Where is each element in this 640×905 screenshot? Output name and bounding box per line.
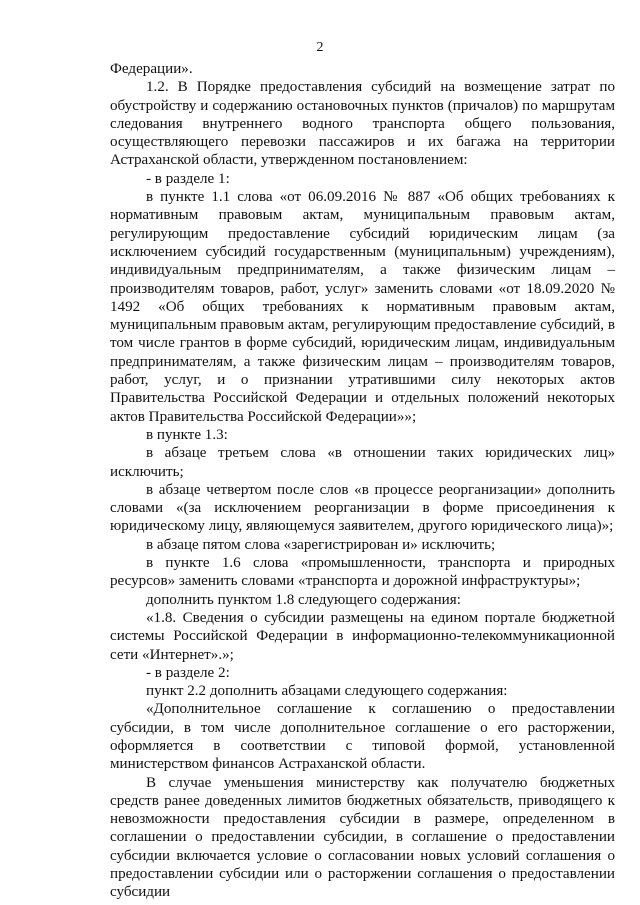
document-body: [110, 60, 615, 902]
paragraph: - в разделе 2:: [146, 664, 230, 681]
paragraph: дополнить пунктом 1.8 следующего содержания:: [146, 591, 461, 608]
paragraph: в абзаце четвертом после слов «в процессе реорганизации» дополнить словами «(за исключением реорганизации в форме присоединения к юридическому лицу, являющемуся заявителем, другого юридического лица)»;: [110, 481, 615, 535]
paragraph: Федерации».: [110, 61, 193, 77]
paragraph: в абзаце пятом слова «зарегистрирован и» исключить;: [146, 536, 496, 553]
paragraph: пункт 2.2 дополнить абзацами следующего содержания:: [146, 683, 508, 700]
paragraph: «Дополнительное соглашение к соглашению о предоставлении субсидии, в том числе дополнительное соглашение о его расторжении, оформляется в соответствии с типовой формой, установленной министерством финансов Астраханской области.: [110, 701, 615, 773]
paragraph: 1.2. В Порядке предоставления субсидий на возмещение затрат по обустройству и содержанию остановочных пунктов (причалов) по маршрутам следования внутреннего водного транспорта общего пользования, осуществляющего перевозки пассажиров и их багажа на территории Астраханской области, утвержденном постановлением:: [110, 79, 615, 169]
paragraph: «1.8. Сведения о субсидии размещены на едином портале бюджетной системы Российской Федерации в информационно-телекоммуникационной сети «Интернет».»;: [110, 609, 615, 663]
paragraph: - в разделе 1:: [146, 170, 230, 187]
paragraph: В случае уменьшения министерству как получателю бюджетных средств ранее доведенных лимитов бюджетных обязательств, приводящего к невозможности предоставления субсидии в размере, определенном в соглашении о предоставлении субсидии, в соглашение о предоставлении субсидии включается условие о согласовании новых условий соглашения о предоставлении субсидии или о расторжении соглашения о предоставлении субсидии: [110, 774, 615, 901]
paragraph: в пункте 1.3:: [146, 426, 228, 443]
paragraph: в абзаце третьем слова «в отношении таких юридических лиц» исключить;: [110, 445, 615, 480]
paragraph: в пункте 1.1 слова «от 06.09.2016 № 887 «Об общих требованиях к нормативным правовым актам, муниципальным правовым актам, регулирующим предоставление субсидий юридическим лицам (за исключением субсидий государственным (муниципальным) учреждениям), индивидуальным предпринимателям, а также физическим лицам – производителям товаров, работ, услуг» заменить словами «от 18.09.2020 № 1492 «Об общих требованиях к нормативным правовым актам, муниципальным правовым актам, регулирующим предоставление субсидий, в том числе грантов в форме субсидий, юридическим лицам, индивидуальным предпринимателям, а также физическим лицам – производителям товаров, работ, услуг, и о признании утратившими силу некоторых актов Правительства Российской Федерации и отдельных положений некоторых актов Правительства Российской Федерации»»;: [110, 189, 615, 425]
page-number: 2: [316, 40, 324, 55]
paragraph: в пункте 1.6 слова «промышленности, транспорта и природных ресурсов» заменить словами «транспорта и дорожной инфраструктуры»;: [110, 555, 615, 590]
